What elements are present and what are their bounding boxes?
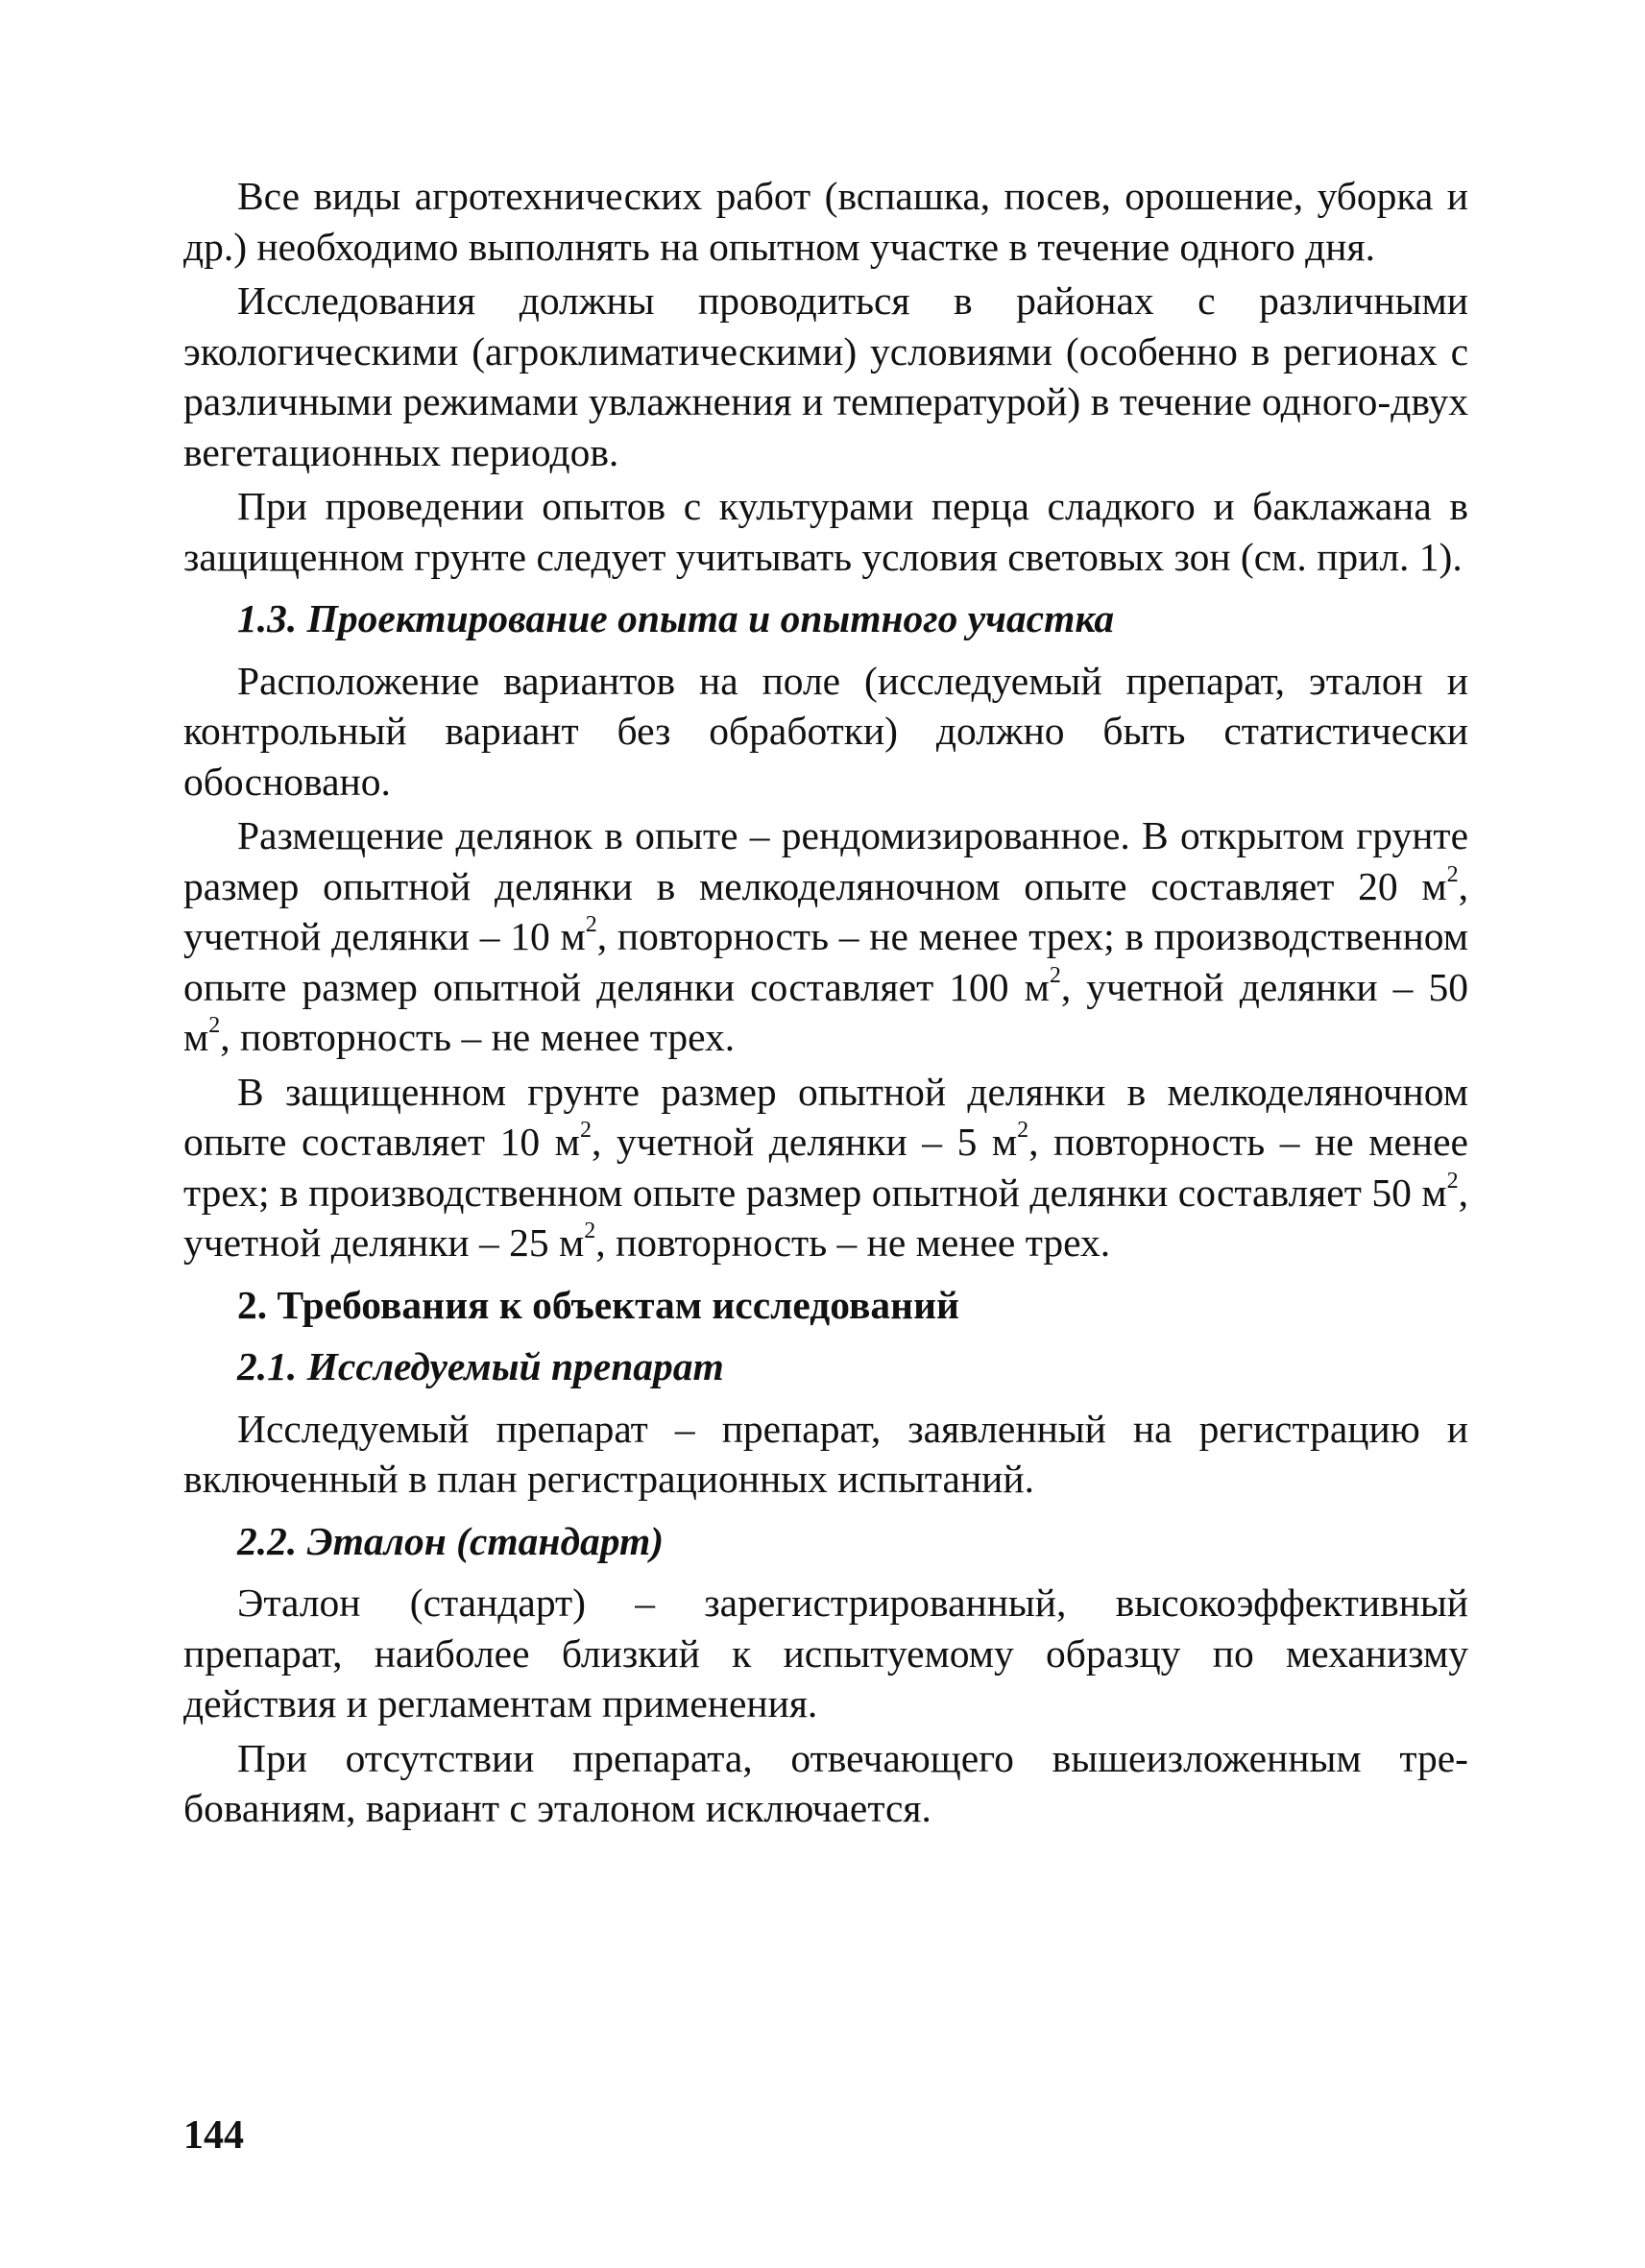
paragraph-standard-definition: Эталон (стандарт) – зарегистрированный, высокоэффективный препарат, наиболее близкий к испытуемому образцу по механизму действия и регламентам применения. [183,1580,1468,1725]
page-body [183,171,1468,1834]
heading-2-1: 2.1. Исследуемый препарат [237,1344,724,1388]
heading-2-2: 2.2. Эталон (стандарт) [237,1518,665,1563]
paragraph-pepper-eggplant: При проведении опытов с культурами перца сладкого и баклажана в защищенном грунте следует учитывать условия световых зон (см. прил. 1). [183,484,1468,579]
heading-1-3: 1.3. Проектирование опыта и опытного участка [237,596,1115,640]
page-number: 144 [183,2113,244,2158]
paragraph-variants-layout: Расположение вариантов на поле (исследуемый препарат, эталон и контрольный вариант без обработки) должно быть статистически обосновано. [183,658,1468,804]
paragraph-open-ground-plots: Размещение делянок в опыте – рендомизированное. В открытом грунте размер опытной делянки в мелкоделяночном опыте составляет 20 $м^2$, учетной делянки – 10 $м^2$, повторность – не менее трех; в производственном опыте размер опытной делянки составляет 100 $м^2$, учетной делянки – 50 $м^2$, повторность – не менее трех. [183,813,1468,1059]
paragraph-standard-absence: При отсутствии препарата, отвечающего вышеизложенным требованиям, вариант с эталоном исключается. [183,1735,1468,1830]
heading-2: 2. Требования к объектам исследований [237,1282,959,1327]
paragraph-studied-preparation: Исследуемый препарат – препарат, заявленный на регистрацию и включенный в план регистрационных испытаний. [183,1406,1468,1501]
paragraph-research-regions: Исследования должны проводиться в районах с различными экологическими (агроклиматическими) условиями (особенно в регионах с различными режимами увлажнения и температурой) в течение одного-двух вегетационных периодов. [183,278,1468,474]
paragraph-agrotech: Все виды агротехнических работ (вспашка, посев, орошение, уборка и др.) необходимо выполнять на опытном участке в течение одного дня. [183,174,1468,269]
paragraph-protected-ground-plots: В защищенном грунте размер опытной делянки в мелкоделяночном опыте составляет 10 $м^2$, учетной делянки – 5 $м^2$, повторность – не менее трех; в производственном опыте размер опытной делянки составляет 50 $м^2$, учетной делянки – 25 $м^2$, повторность – не менее трех. [183,1069,1468,1265]
